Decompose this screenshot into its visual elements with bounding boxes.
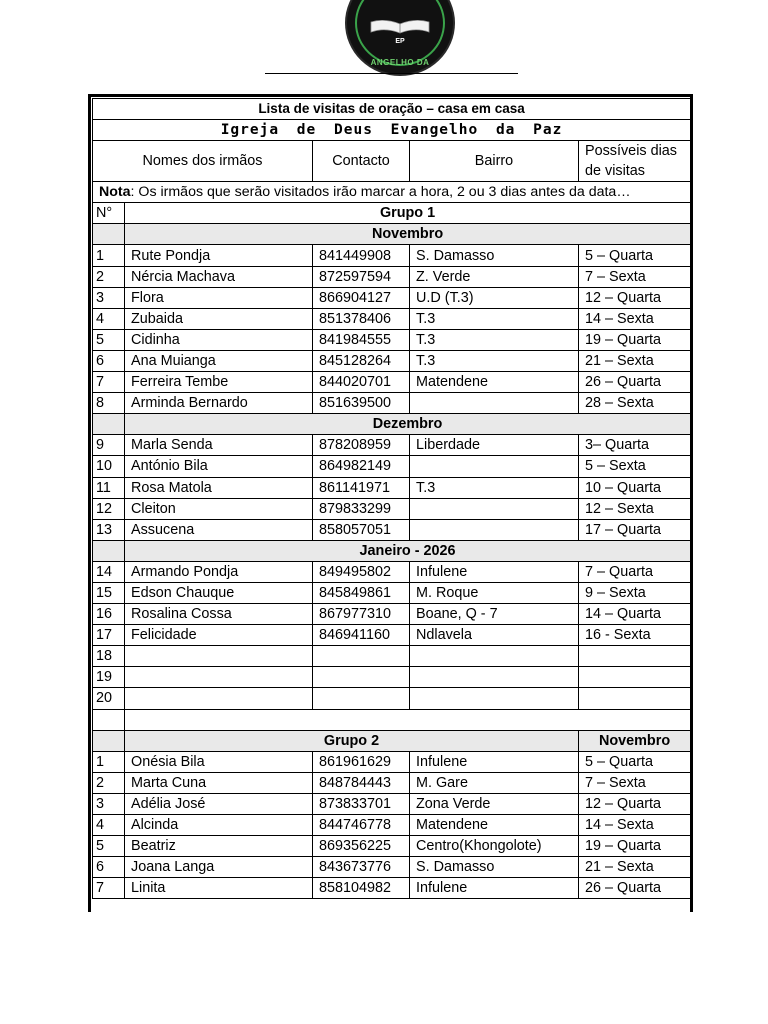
visit-day: 7 – Sexta — [579, 266, 691, 287]
member-contact: 844746778 — [313, 815, 410, 836]
member-name: Beatriz — [125, 836, 313, 857]
month-spacer — [93, 414, 125, 435]
member-contact: 858104982 — [313, 878, 410, 899]
member-bairro — [410, 393, 579, 414]
row-number: 14 — [93, 561, 125, 582]
row-number: 1 — [93, 245, 125, 266]
spacer-row — [93, 709, 691, 730]
document-title: Lista de visitas de oração – casa em casa — [93, 99, 691, 120]
member-name: Marla Senda — [125, 435, 313, 456]
visit-day — [579, 667, 691, 688]
member-contact: 858057051 — [313, 519, 410, 540]
member-bairro — [410, 519, 579, 540]
member-name: Nércia Machava — [125, 266, 313, 287]
logo-badge: EP — [395, 38, 405, 45]
member-contact: 861141971 — [313, 477, 410, 498]
visit-day: 5 – Quarta — [579, 245, 691, 266]
table-row — [93, 688, 691, 709]
table-row — [93, 772, 691, 793]
table-row — [93, 815, 691, 836]
church-name-row — [93, 120, 691, 141]
month-december: Dezembro — [125, 414, 691, 435]
row-number: 12 — [93, 498, 125, 519]
visit-day: 17 – Quarta — [579, 519, 691, 540]
note — [93, 182, 691, 203]
member-name: Flora — [125, 287, 313, 308]
group2-month: Novembro — [579, 730, 691, 751]
month-january: Janeiro - 2026 — [125, 540, 691, 561]
member-bairro: U.D (T.3) — [410, 287, 579, 308]
visit-day: 12 – Quarta — [579, 287, 691, 308]
member-name: Ferreira Tembe — [125, 372, 313, 393]
member-contact: 872597594 — [313, 266, 410, 287]
header-divider — [265, 73, 518, 74]
member-bairro: Liberdade — [410, 435, 579, 456]
visit-day: 21 – Sexta — [579, 857, 691, 878]
row-number: 11 — [93, 477, 125, 498]
member-bairro: Z. Verde — [410, 266, 579, 287]
member-name: Alcinda — [125, 815, 313, 836]
header-visit-days — [579, 141, 691, 182]
row-number: 13 — [93, 519, 125, 540]
member-contact: 841449908 — [313, 245, 410, 266]
table-row — [93, 456, 691, 477]
table-row — [93, 329, 691, 350]
member-contact: 844020701 — [313, 372, 410, 393]
member-bairro: S. Damasso — [410, 245, 579, 266]
member-contact: 873833701 — [313, 793, 410, 814]
header-bairro: Bairro — [410, 141, 579, 182]
member-name: Ana Muianga — [125, 350, 313, 371]
row-number: 18 — [93, 646, 125, 667]
visit-day: 19 – Quarta — [579, 836, 691, 857]
member-name: Adélia José — [125, 793, 313, 814]
table-row — [93, 519, 691, 540]
visit-day — [579, 688, 691, 709]
note-label: Nota — [99, 184, 131, 201]
table-row — [93, 477, 691, 498]
row-number: 6 — [93, 350, 125, 371]
member-contact: 849495802 — [313, 561, 410, 582]
visit-day: 9 – Sexta — [579, 582, 691, 603]
table-row — [93, 350, 691, 371]
member-contact: 869356225 — [313, 836, 410, 857]
group2-spacer — [93, 730, 125, 751]
visit-day: 28 – Sexta — [579, 393, 691, 414]
member-bairro: Matendene — [410, 815, 579, 836]
row-number: 2 — [93, 772, 125, 793]
row-number: 5 — [93, 329, 125, 350]
member-name: Cidinha — [125, 329, 313, 350]
member-contact: 864982149 — [313, 456, 410, 477]
visit-day: 12 – Sexta — [579, 498, 691, 519]
note-text: : Os irmãos que serão visitados irão marcar a hora, 2 ou 3 dias antes da data… — [130, 184, 631, 201]
visit-day: 19 – Quarta — [579, 329, 691, 350]
table-row — [93, 266, 691, 287]
member-bairro: T.3 — [410, 308, 579, 329]
member-name — [125, 688, 313, 709]
visit-day: 14 – Sexta — [579, 815, 691, 836]
member-bairro: Infulene — [410, 751, 579, 772]
row-number: 2 — [93, 266, 125, 287]
member-contact: 845128264 — [313, 350, 410, 371]
row-number: 4 — [93, 815, 125, 836]
header-names: Nomes dos irmãos — [93, 141, 313, 182]
visit-day: 5 – Quarta — [579, 751, 691, 772]
table-row — [93, 245, 691, 266]
header-visit-days-line1: Possíveis dias — [585, 143, 677, 160]
table-row — [93, 498, 691, 519]
row-number: 7 — [93, 878, 125, 899]
row-number: 5 — [93, 836, 125, 857]
table-row — [93, 287, 691, 308]
member-bairro — [410, 456, 579, 477]
row-number: 3 — [93, 793, 125, 814]
table-row — [93, 751, 691, 772]
month-spacer — [93, 540, 125, 561]
member-bairro — [410, 498, 579, 519]
member-bairro: S. Damasso — [410, 857, 579, 878]
table-row — [93, 878, 691, 899]
table-row — [93, 393, 691, 414]
member-name: Cleiton — [125, 498, 313, 519]
member-bairro: Infulene — [410, 561, 579, 582]
member-bairro: M. Roque — [410, 582, 579, 603]
member-name: Rosalina Cossa — [125, 604, 313, 625]
month-row-november — [93, 224, 691, 245]
table-row — [93, 857, 691, 878]
row-number: 4 — [93, 308, 125, 329]
visit-day: 3– Quarta — [579, 435, 691, 456]
visit-day: 14 – Quarta — [579, 604, 691, 625]
member-bairro — [410, 667, 579, 688]
member-contact: 841984555 — [313, 329, 410, 350]
row-number: 6 — [93, 857, 125, 878]
member-name: Zubaida — [125, 308, 313, 329]
table-row — [93, 646, 691, 667]
month-november: Novembro — [125, 224, 691, 245]
member-name: António Bila — [125, 456, 313, 477]
visit-day: 7 – Sexta — [579, 772, 691, 793]
member-contact: 848784443 — [313, 772, 410, 793]
member-name: Arminda Bernardo — [125, 393, 313, 414]
row-number: 3 — [93, 287, 125, 308]
row-number: 15 — [93, 582, 125, 603]
member-contact: 846941160 — [313, 625, 410, 646]
member-bairro — [410, 646, 579, 667]
member-contact — [313, 646, 410, 667]
visit-day: 26 – Quarta — [579, 878, 691, 899]
member-bairro: Centro(Khongolote) — [410, 836, 579, 857]
table-row — [93, 793, 691, 814]
group1-title: Grupo 1 — [125, 203, 691, 224]
member-contact — [313, 688, 410, 709]
table-row — [93, 604, 691, 625]
table-row — [93, 582, 691, 603]
row-number: 16 — [93, 604, 125, 625]
open-book-icon — [369, 18, 431, 34]
visit-day: 12 – Quarta — [579, 793, 691, 814]
month-december-row — [93, 414, 691, 435]
visits-table — [92, 98, 691, 899]
member-contact: 845849861 — [313, 582, 410, 603]
number-header: N° — [93, 203, 125, 224]
member-contact — [313, 667, 410, 688]
table-row — [93, 667, 691, 688]
member-bairro: T.3 — [410, 477, 579, 498]
row-number: 8 — [93, 393, 125, 414]
member-bairro: T.3 — [410, 350, 579, 371]
document-title-row — [93, 99, 691, 120]
visit-day: 26 – Quarta — [579, 372, 691, 393]
logo-arc-text: ANGELHO DA — [370, 58, 430, 67]
member-name: Edson Chauque — [125, 582, 313, 603]
member-contact: 843673776 — [313, 857, 410, 878]
visit-day: 5 – Sexta — [579, 456, 691, 477]
table-row — [93, 836, 691, 857]
visit-day: 7 – Quarta — [579, 561, 691, 582]
table-row — [93, 308, 691, 329]
member-name: Rute Pondja — [125, 245, 313, 266]
column-headers — [93, 141, 691, 182]
member-name: Felicidade — [125, 625, 313, 646]
row-number: 17 — [93, 625, 125, 646]
member-name: Onésia Bila — [125, 751, 313, 772]
visit-day: 16 - Sexta — [579, 625, 691, 646]
member-bairro: Infulene — [410, 878, 579, 899]
member-bairro: M. Gare — [410, 772, 579, 793]
member-contact: 851639500 — [313, 393, 410, 414]
member-name: Rosa Matola — [125, 477, 313, 498]
member-bairro: Ndlavela — [410, 625, 579, 646]
member-name: Assucena — [125, 519, 313, 540]
member-contact: 866904127 — [313, 287, 410, 308]
group2-header-row — [93, 730, 691, 751]
member-bairro: Matendene — [410, 372, 579, 393]
member-bairro: T.3 — [410, 329, 579, 350]
member-bairro: Boane, Q - 7 — [410, 604, 579, 625]
spacer-cell — [125, 709, 691, 730]
member-name — [125, 667, 313, 688]
church-name: Igreja de Deus Evangelho da Paz — [93, 120, 691, 141]
table-row — [93, 435, 691, 456]
member-contact: 878208959 — [313, 435, 410, 456]
member-contact: 867977310 — [313, 604, 410, 625]
member-bairro: Zona Verde — [410, 793, 579, 814]
visit-day: 10 – Quarta — [579, 477, 691, 498]
visit-day: 14 – Sexta — [579, 308, 691, 329]
row-number: 9 — [93, 435, 125, 456]
visit-day — [579, 646, 691, 667]
header-visit-days-line2: de visitas — [585, 163, 645, 180]
member-name: Marta Cuna — [125, 772, 313, 793]
visit-day: 21 – Sexta — [579, 350, 691, 371]
header-contact: Contacto — [313, 141, 410, 182]
member-contact: 861961629 — [313, 751, 410, 772]
member-contact: 851378406 — [313, 308, 410, 329]
member-name: Armando Pondja — [125, 561, 313, 582]
member-name: Joana Langa — [125, 857, 313, 878]
row-number: 19 — [93, 667, 125, 688]
table-row — [93, 625, 691, 646]
member-bairro — [410, 688, 579, 709]
row-number: 1 — [93, 751, 125, 772]
church-logo — [347, 0, 453, 74]
row-number: 10 — [93, 456, 125, 477]
note-row — [93, 182, 691, 203]
row-number: 20 — [93, 688, 125, 709]
table-row — [93, 561, 691, 582]
group1-header-row — [93, 203, 691, 224]
group2-title: Grupo 2 — [125, 730, 579, 751]
member-contact: 879833299 — [313, 498, 410, 519]
row-number: 7 — [93, 372, 125, 393]
member-name: Linita — [125, 878, 313, 899]
spacer-cell — [93, 709, 125, 730]
month-january-row — [93, 540, 691, 561]
table-row — [93, 372, 691, 393]
member-name — [125, 646, 313, 667]
